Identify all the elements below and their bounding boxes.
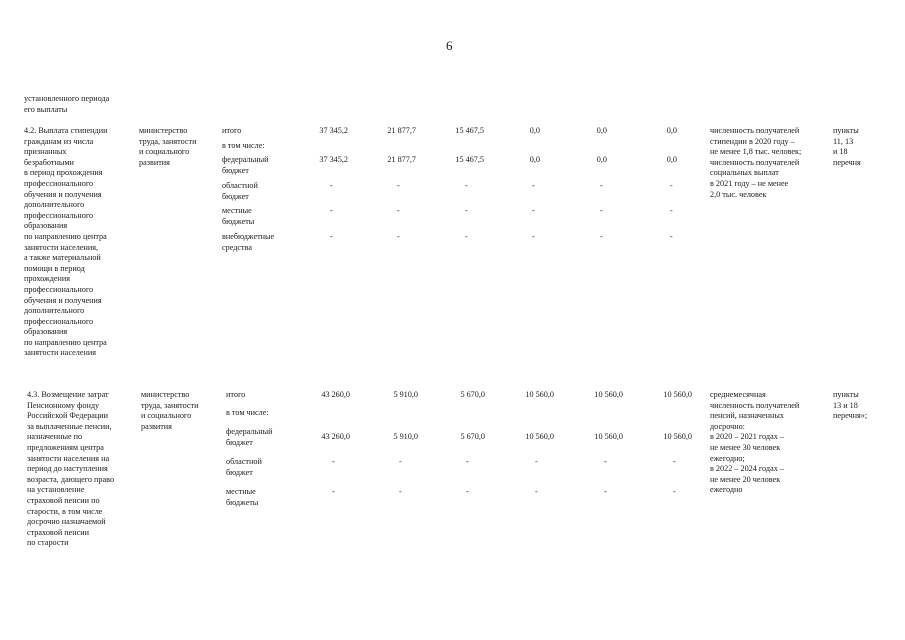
row-4-2-federal-2021: 15 467,5 xyxy=(455,155,484,164)
row-4-3-federal-sum: 43 260,0 xyxy=(321,432,350,441)
row-4-3-total-2022: 10 560,0 xyxy=(525,390,554,399)
row-4-2-federal-sum: 37 345,2 xyxy=(319,155,348,164)
row-4-2-extrabudget-2022: - xyxy=(532,232,535,241)
row-4-2-local-2023: - xyxy=(600,206,603,215)
row-4-2-extrabudget-sum: - xyxy=(330,232,333,241)
row-4-3-total-2021: 5 670,0 xyxy=(460,390,485,399)
row-4-3-federal-2022: 10 560,0 xyxy=(525,432,554,441)
row-4-2-federal-2020: 21 877,7 xyxy=(387,155,416,164)
row-4-3-source-total: итого xyxy=(226,390,246,399)
row-4-3-regional-2023: - xyxy=(604,457,607,466)
row-4-2-source-extrabudget: внебюджетные средства xyxy=(222,232,275,252)
row-4-2-regional-2023: - xyxy=(600,181,603,190)
row-4-3-local-2020: - xyxy=(399,487,402,496)
row-4-3-indicator: среднемесячная численность получателей пенсий, назначенных досрочно: в 2020 – 2021 годах – не менее 30 человек ежегодно; в 2022 – 2024 годах – не менее 20 человек ежегодно xyxy=(710,390,800,495)
row-4-3-regional-sum: - xyxy=(332,457,335,466)
row-4-2-local-2021: - xyxy=(465,206,468,215)
row-4-3-regional-2022: - xyxy=(535,457,538,466)
row-4-2-source-regional: областной бюджет xyxy=(222,181,258,201)
row-4-2-reference: пункты 11, 13 и 18 перечня xyxy=(833,126,861,167)
row-4-2-name: 4.2. Выплата стипендии гражданам из числа признанных безработными в период прохождения профессионального обучения и получения дополнительного профессионального образования по направлению центра занятости населения, а также материальной помощи в период прохождения профессионального обучения и получения дополнительного профессионального образования по направлению центра занятости населения xyxy=(24,126,108,358)
row-4-3-source-local: местные бюджеты xyxy=(226,487,259,507)
row-4-3-local-2021: - xyxy=(466,487,469,496)
row-4-2-federal-2023: 0,0 xyxy=(596,155,607,164)
row-4-2-executor: министерство труда, занятости и социального развития xyxy=(139,126,197,167)
row-4-2-local-2022: - xyxy=(532,206,535,215)
row-4-3-federal-2021: 5 670,0 xyxy=(460,432,485,441)
row-4-2-regional-2024: - xyxy=(670,181,673,190)
row-4-2-source-including: в том числе: xyxy=(222,141,265,150)
row-4-2-extrabudget-2024: - xyxy=(670,232,673,241)
row-4-2-total-2023: 0,0 xyxy=(596,126,607,135)
row-4-3-total-sum: 43 260,0 xyxy=(321,390,350,399)
row-4-3-regional-2021: - xyxy=(466,457,469,466)
row-4-3-source-regional: областной бюджет xyxy=(226,457,262,477)
row-4-2-local-sum: - xyxy=(330,206,333,215)
row-4-2-local-2020: - xyxy=(397,206,400,215)
row-4-2-regional-sum: - xyxy=(330,181,333,190)
row-4-3-source-including: в том числе: xyxy=(226,408,269,417)
row-4-3-source-federal: федеральный бюджет xyxy=(226,427,273,447)
row-4-2-regional-2020: - xyxy=(397,181,400,190)
row-4-2-total-2020: 21 877,7 xyxy=(387,126,416,135)
row-4-3-local-2023: - xyxy=(604,487,607,496)
row-4-3-total-2020: 5 910,0 xyxy=(393,390,418,399)
row-4-3-name: 4.3. Возмещение затрат Пенсионному фонду Российской Федерации за выплаченные пенсии, назначенные по предложениям центра занятости населения на период до наступления возраста, дающего право на установление страховой пенсии по старости, в том числе досрочно назначаемой страховой пенсии по старости xyxy=(27,390,115,548)
row-4-2-indicator: численность получателей стипендии в 2020 году – не менее 1,8 тыс. человек; численность получателей социальных выплат в 2021 году – не менее 2,0 тыс. человек xyxy=(710,126,802,199)
row-4-2-total-2022: 0,0 xyxy=(529,126,540,135)
row-4-2-regional-2021: - xyxy=(465,181,468,190)
row-4-3-local-2024: - xyxy=(673,487,676,496)
page-number: 6 xyxy=(446,38,453,53)
row-4-3-federal-2020: 5 910,0 xyxy=(393,432,418,441)
row-4-2-total-sum: 37 345,2 xyxy=(319,126,348,135)
row-4-3-local-sum: - xyxy=(332,487,335,496)
row-4-2-source-total: итого xyxy=(222,126,242,135)
row-4-2-federal-2022: 0,0 xyxy=(529,155,540,164)
row-4-2-total-2024: 0,0 xyxy=(666,126,677,135)
row-4-2-local-2024: - xyxy=(670,206,673,215)
row-4-2-extrabudget-2021: - xyxy=(465,232,468,241)
row-4-3-federal-2024: 10 560,0 xyxy=(663,432,692,441)
row-4-2-extrabudget-2023: - xyxy=(600,232,603,241)
row-4-2-extrabudget-2020: - xyxy=(397,232,400,241)
row-4-3-federal-2023: 10 560,0 xyxy=(594,432,623,441)
row-4-3-executor: министерство труда, занятости и социального развития xyxy=(141,390,199,431)
row-4-3-reference: пункты 13 и 18 перечня»; xyxy=(833,390,868,421)
row-4-3-regional-2020: - xyxy=(399,457,402,466)
row-4-3-total-2023: 10 560,0 xyxy=(594,390,623,399)
row-4-2-total-2021: 15 467,5 xyxy=(455,126,484,135)
continued-row-fragment: установленного периода его выплаты xyxy=(24,94,110,114)
row-4-3-regional-2024: - xyxy=(673,457,676,466)
row-4-2-federal-2024: 0,0 xyxy=(666,155,677,164)
row-4-3-total-2024: 10 560,0 xyxy=(663,390,692,399)
row-4-3-local-2022: - xyxy=(535,487,538,496)
row-4-2-source-federal: федеральный бюджет xyxy=(222,155,269,175)
row-4-2-source-local: местные бюджеты xyxy=(222,206,255,226)
row-4-2-regional-2022: - xyxy=(532,181,535,190)
